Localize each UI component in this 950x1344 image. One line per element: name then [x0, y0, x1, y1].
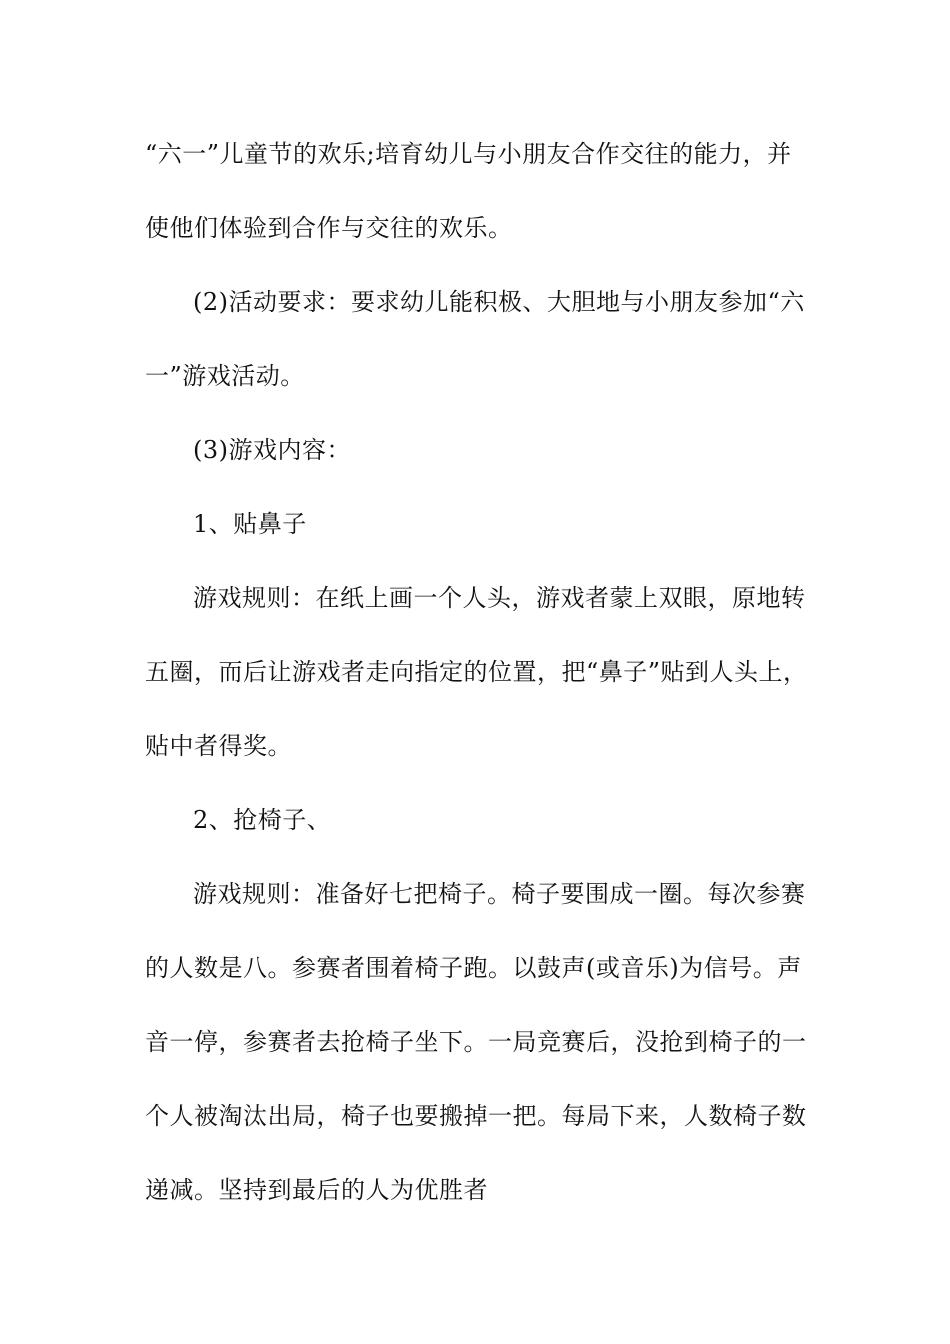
text-line: 使他们体验到合作与交往的欢乐。	[145, 214, 513, 242]
text-line: 1、贴鼻子	[193, 510, 307, 538]
text-line: 游戏规则：在纸上画一个人头，游戏者蒙上双眼，原地转	[193, 584, 806, 612]
text-line: 游戏规则：准备好七把椅子。椅子要围成一圈。每次参赛	[193, 880, 806, 908]
text-line: (3)游戏内容：	[193, 436, 351, 464]
text-line: 递减。坚持到最后的人为优胜者	[145, 1176, 488, 1204]
text-line: 个人被淘汰出局，椅子也要搬掉一把。每局下来，人数椅子数	[145, 1102, 807, 1130]
text-line: 2、抢椅子、	[193, 806, 332, 834]
text-line: 五圈，而后让游戏者走向指定的位置，把“鼻子”贴到人头上，	[145, 658, 808, 686]
text-line: 贴中者得奖。	[145, 732, 292, 760]
text-line: “六一”儿童节的欢乐;培育幼儿与小朋友合作交往的能力，并	[145, 140, 792, 168]
text-line: (2)活动要求：要求幼儿能积极、大胆地与小朋友参加“六	[193, 288, 805, 316]
text-line: 音一停，参赛者去抢椅子坐下。一局竞赛后，没抢到椅子的一	[145, 1028, 807, 1056]
text-line: 的人数是八。参赛者围着椅子跑。以鼓声(或音乐)为信号。声	[145, 954, 802, 982]
text-line: 一”游戏活动。	[145, 362, 305, 390]
